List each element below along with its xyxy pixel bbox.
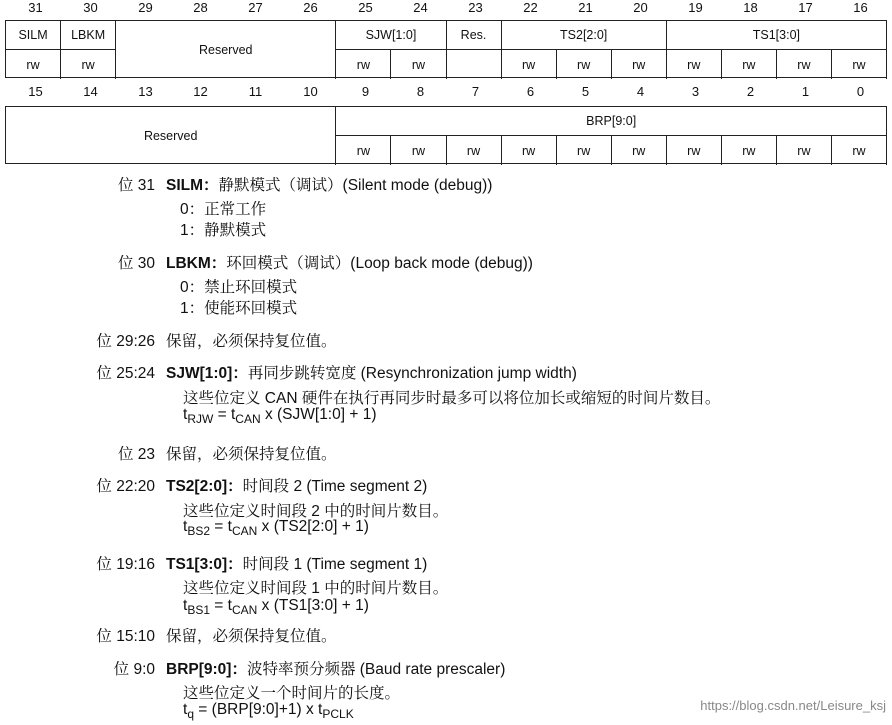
bit-number: 28 [193, 0, 208, 15]
access-cell: rw [777, 136, 832, 165]
field-description: 环回模式（调试）(Loop back mode (debug)) [226, 255, 533, 272]
bit-number: 29 [138, 0, 153, 15]
bit-number: 9 [361, 84, 370, 99]
bit-number: 4 [636, 84, 645, 99]
bit-number: 3 [691, 84, 700, 99]
description-line: 这些位定义 CAN 硬件在执行再同步时最多可以将位加长或缩短的时间片数目。 [183, 390, 721, 407]
bit-number: 6 [526, 84, 535, 99]
access-cell: rw [336, 50, 391, 79]
bit-number: 23 [468, 0, 483, 15]
field-silm: SILM [6, 21, 61, 50]
bit-number: 20 [633, 0, 648, 15]
bit-number: 15 [28, 84, 43, 99]
field-ts1: TS1[3:0] [667, 21, 887, 50]
access-cell: rw [447, 136, 502, 165]
bits-label: 位 31 [117, 177, 155, 194]
bit-number: 26 [303, 0, 318, 15]
access-cell: rw [667, 136, 722, 165]
field-name: SILM： [166, 177, 219, 194]
access-cell: rw [61, 50, 116, 79]
lower-register-table [5, 106, 887, 164]
field-reserved: Reserved [6, 107, 336, 165]
field-name: TS2[2:0]： [166, 478, 243, 495]
upper-register-table [5, 20, 887, 78]
access-cell: rw [667, 50, 722, 79]
bit-number: 14 [83, 84, 98, 99]
field-name: BRP[9:0]： [166, 661, 247, 678]
access-cell: rw [336, 136, 391, 165]
field-reserved: Reserved [116, 21, 336, 79]
bit-number: 12 [193, 84, 208, 99]
reserved-description: 保留，必须保持复位值。 [166, 446, 337, 463]
reserved-description: 保留，必须保持复位值。 [166, 333, 337, 350]
field-description: 再同步跳转宽度 (Resynchronization jump width) [247, 365, 577, 382]
reserved-description: 保留，必须保持复位值。 [166, 628, 337, 645]
bits-label: 位 9:0 [113, 661, 155, 678]
access-cell: rw [391, 136, 446, 165]
formula: $t_{RJW} = t_{CAN}$ x (SJW[1:0] + 1) [183, 406, 377, 426]
access-cell: rw [391, 50, 446, 79]
bit-number: 16 [853, 0, 868, 15]
field-brp: BRP[9:0] [336, 107, 887, 136]
bit-number: 24 [413, 0, 428, 15]
formula: $t_q$ = (BRP[9:0]+1) x $t_{PCLK}$ [183, 701, 354, 721]
bit-number: 19 [688, 0, 703, 15]
bits-label: 位 22:20 [96, 478, 155, 495]
field-sjw: SJW[1:0] [336, 21, 446, 50]
bit-number: 11 [248, 84, 263, 99]
description-line: 这些位定义时间段 2 中的时间片数目。 [183, 503, 449, 520]
bit-number: 13 [138, 84, 153, 99]
field-description: 时间段 2 (Time segment 2) [242, 478, 428, 495]
bits-label: 位 15:10 [96, 628, 155, 645]
bit-number: 22 [523, 0, 538, 15]
access-cell: rw [612, 50, 667, 79]
access-cell: rw [777, 50, 832, 79]
field-description: 波特率预分频器 (Baud rate prescaler) [246, 661, 506, 678]
description-line: 0：禁止环回模式 [180, 279, 298, 296]
bit-number: 30 [83, 0, 98, 15]
description-line: 这些位定义一个时间片的长度。 [183, 685, 401, 702]
access-cell-empty [447, 50, 502, 79]
upper-bit-numbers [8, 0, 888, 15]
formula: $t_{BS2} = t_{CAN}$ x (TS2[2:0] + 1) [183, 518, 369, 538]
description-line: 1：使能环回模式 [180, 300, 298, 317]
field-name: SJW[1:0]： [166, 365, 248, 382]
bit-number: 27 [248, 0, 263, 15]
access-cell: rw [722, 50, 777, 79]
bit-number: 8 [416, 84, 425, 99]
description-line: 这些位定义时间段 1 中的时间片数目。 [183, 580, 449, 597]
access-cell: rw [722, 136, 777, 165]
bits-label: 位 25:24 [96, 365, 155, 382]
bit-number: 10 [303, 84, 318, 99]
access-cell: rw [502, 136, 557, 165]
bit-number: 1 [801, 84, 810, 99]
field-name: LBKM： [166, 255, 227, 272]
access-cell: rw [502, 50, 557, 79]
access-cell: rw [557, 136, 612, 165]
bit-number: 5 [581, 84, 590, 99]
watermark: https://blog.csdn.net/Leisure_ksj [700, 698, 886, 713]
field-description: 时间段 1 (Time segment 1) [242, 556, 428, 573]
access-cell: rw [832, 50, 887, 79]
access-cell: rw [612, 136, 667, 165]
bit-number: 0 [856, 84, 865, 99]
bit-number: 18 [743, 0, 758, 15]
field-lbkm: LBKM [61, 21, 116, 50]
bit-number: 17 [798, 0, 813, 15]
access-cell: rw [6, 50, 61, 79]
access-cell: rw [557, 50, 612, 79]
field-description: 静默模式（调试）(Silent mode (debug)) [218, 177, 493, 194]
bit-number: 2 [746, 84, 755, 99]
field-name: TS1[3:0]： [166, 556, 243, 573]
bits-label: 位 23 [117, 446, 155, 463]
bit-number: 7 [471, 84, 480, 99]
field-ts2: TS2[2:0] [502, 21, 667, 50]
bit-number: 31 [28, 0, 43, 15]
bit-number: 25 [358, 0, 373, 15]
field-res: Res. [447, 21, 502, 50]
description-line: 1：静默模式 [180, 222, 267, 239]
description-line: 0：正常工作 [180, 201, 267, 218]
formula: $t_{BS1} = t_{CAN}$ x (TS1[3:0] + 1) [183, 597, 369, 617]
bits-label: 位 19:16 [96, 556, 155, 573]
lower-bit-numbers [8, 84, 888, 99]
bits-label: 位 29:26 [96, 333, 155, 350]
bit-number: 21 [578, 0, 593, 15]
bits-label: 位 30 [117, 255, 155, 272]
access-cell: rw [832, 136, 887, 165]
